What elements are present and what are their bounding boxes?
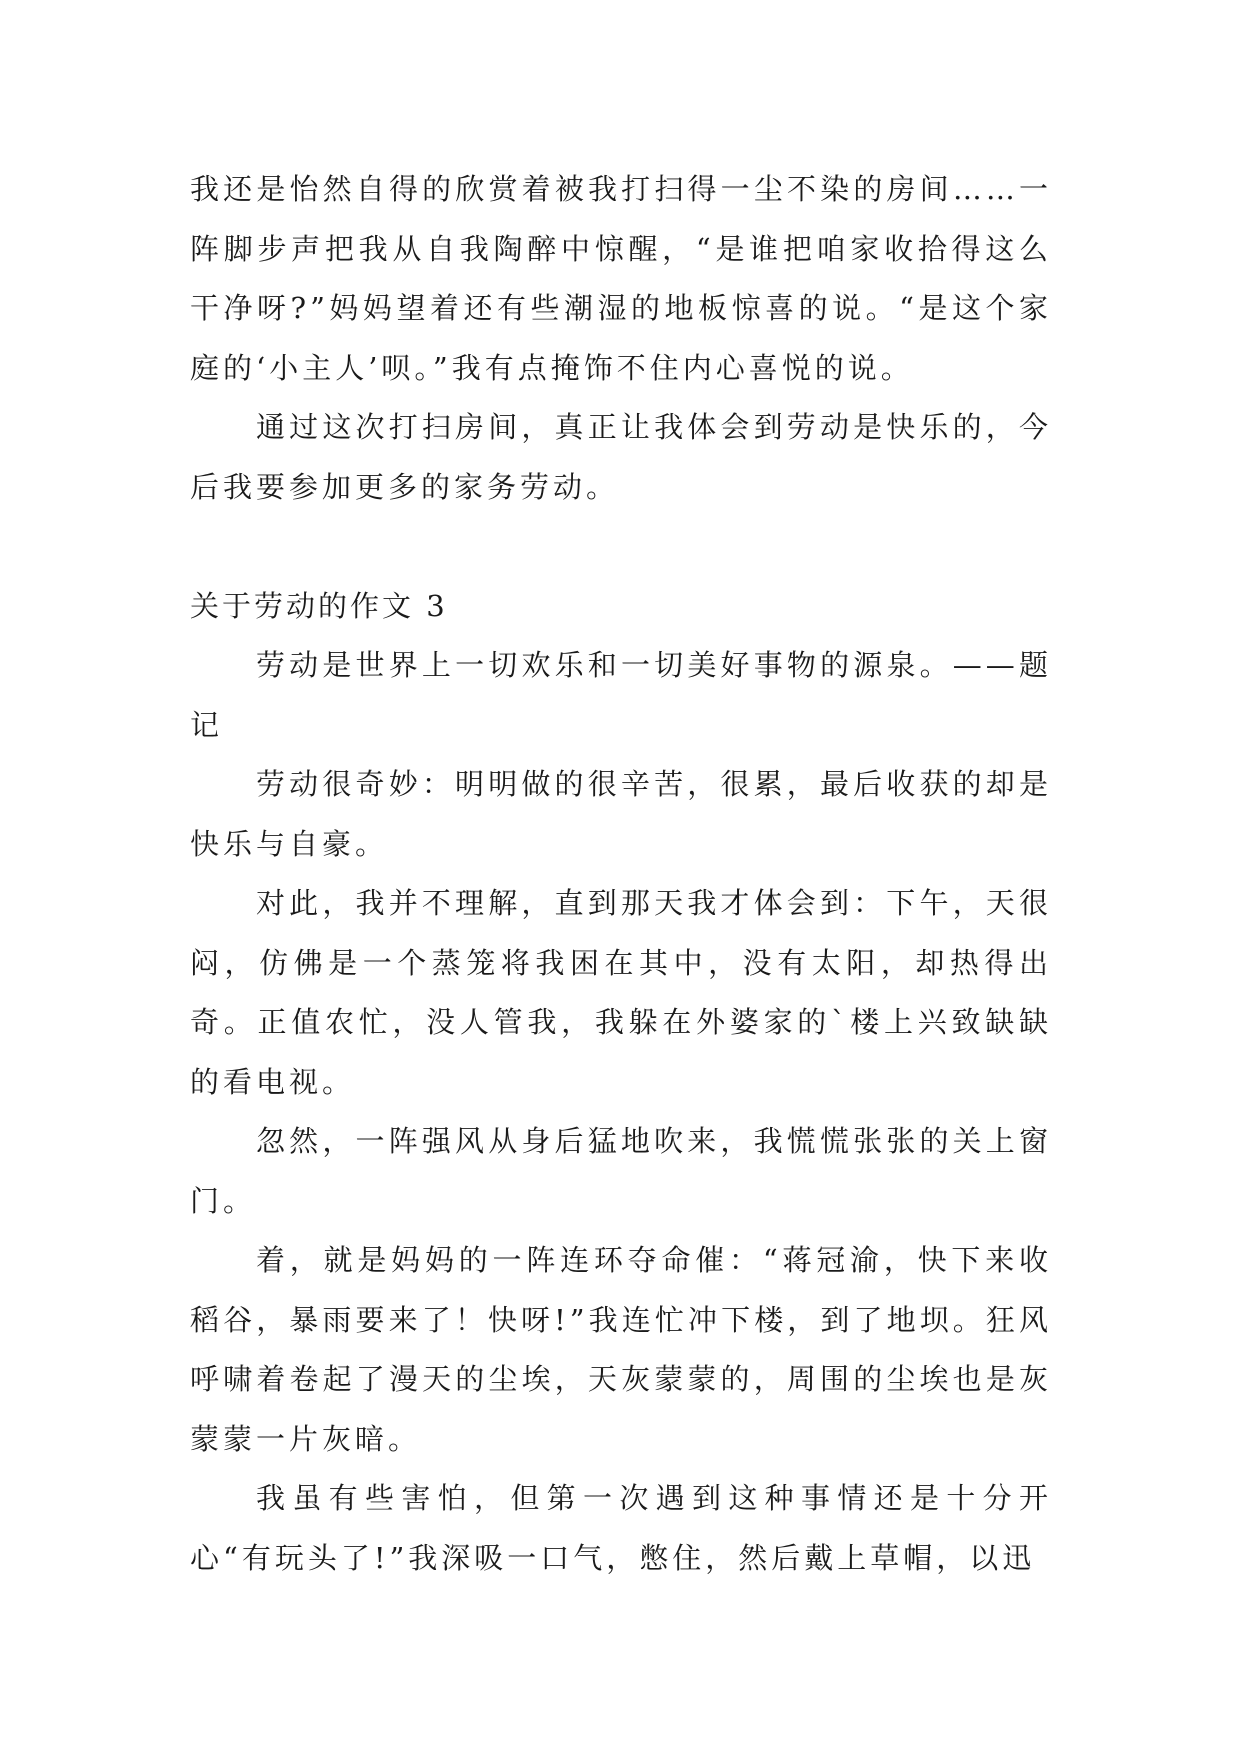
paragraph: 劳动是世界上一切欢乐和一切美好事物的源泉。——题记 <box>190 648 1052 742</box>
paragraph: 忽然，一阵强风从身后猛地吹来，我慌慌张张的关上窗门。 <box>190 1124 1052 1218</box>
paragraph: 通过这次打扫房间，真正让我体会到劳动是快乐的，今后我要参加更多的家务劳动。 <box>190 410 1052 504</box>
paragraph: 劳动很奇妙：明明做的很辛苦，很累，最后收获的却是快乐与自豪。 <box>190 767 1052 861</box>
paragraph: 我虽有些害怕，但第一次遇到这种事情还是十分开心“有玩头了!”我深吸一口气，憋住，然后戴上草帽，以迅 <box>190 1481 1052 1575</box>
paragraph: 我还是怡然自得的欣赏着被我打扫得一尘不染的房间……一阵脚步声把我从自我陶醉中惊醒，“是谁把咱家收拾得这么干净呀?”妈妈望着还有些潮湿的地板惊喜的说。“是这个家庭的‘小主人’呗。”我有点掩饰不住内心喜悦的说。 <box>190 172 1052 385</box>
section-spacer <box>190 517 1052 577</box>
section-title: 关于劳动的作文 3 <box>190 588 448 623</box>
paragraph: 着，就是妈妈的一阵连环夺命催：“蒋冠渝，快下来收稻谷，暴雨要来了！快呀!”我连忙冲下楼，到了地坝。狂风呼啸着卷起了漫天的尘埃，天灰蒙蒙的，周围的尘埃也是灰蒙蒙一片灰暗。 <box>190 1243 1052 1456</box>
text-column <box>190 160 1052 1588</box>
paragraph: 对此，我并不理解，直到那天我才体会到：下午，天很闷，仿佛是一个蒸笼将我困在其中，没有太阳，却热得出奇。正值农忙，没人管我，我躲在外婆家的`楼上兴致缺缺的看电视。 <box>190 886 1052 1099</box>
